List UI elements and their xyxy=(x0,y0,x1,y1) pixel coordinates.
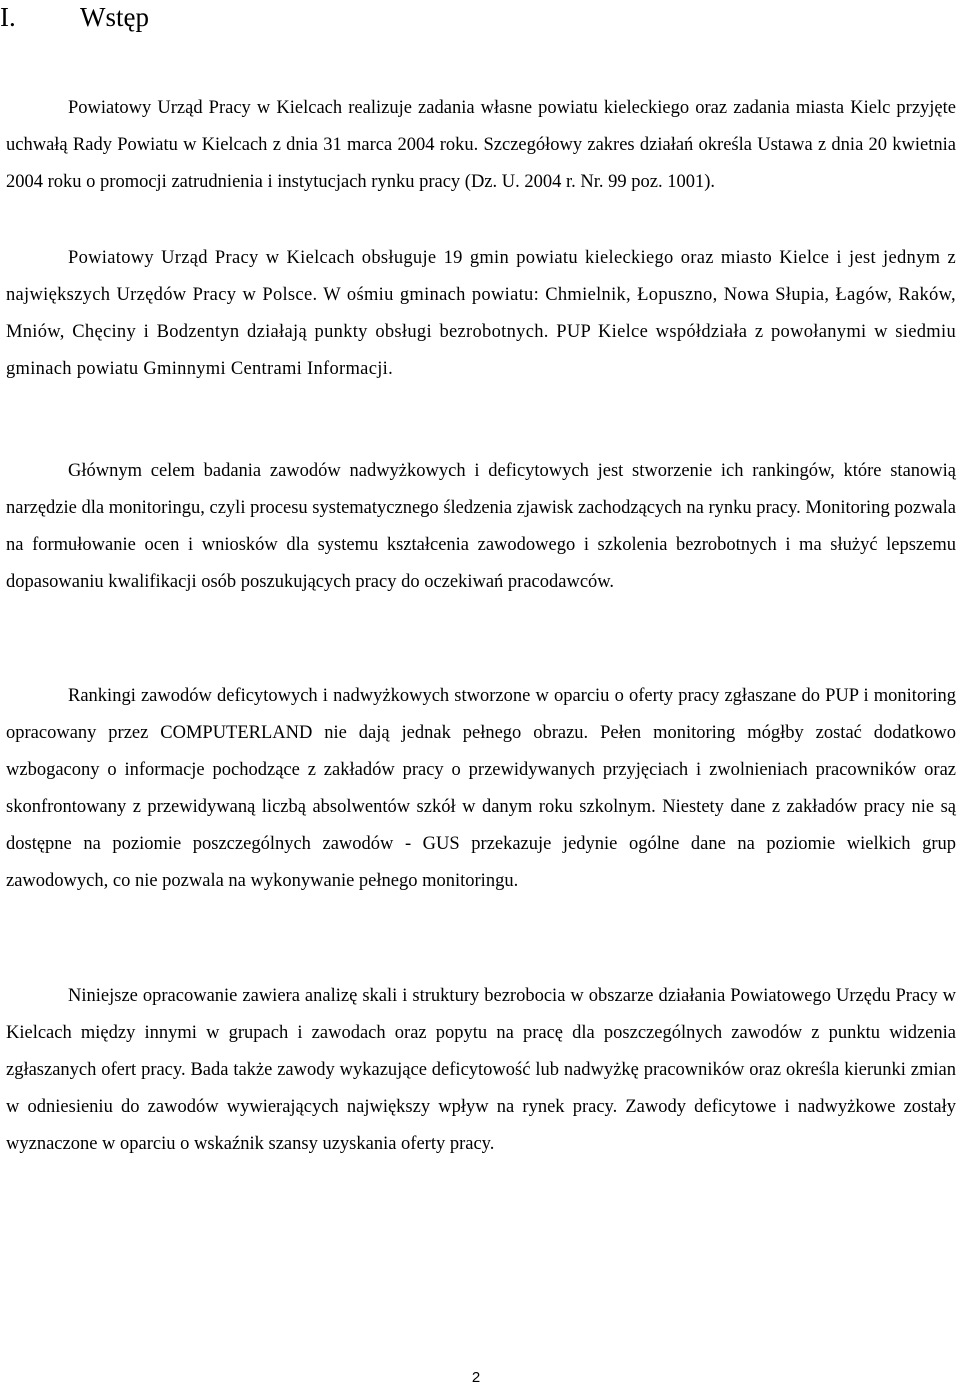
section-title: Wstęp xyxy=(80,2,149,32)
section-heading xyxy=(0,0,149,34)
paragraph-2: Powiatowy Urząd Pracy w Kielcach obsługuje 19 gmin powiatu kieleckiego oraz miasto Kielce i jest jednym z największych Urzędów Pracy w Polsce. W ośmiu gminach powiatu: Chmielnik, Łopuszno, Nowa Słupia, Łagów, Raków, Mniów, Chęciny i Bodzentyn działają punkty obsługi bezrobotnych. PUP Kielce współdziała z powołanymi w siedmiu gminach powiatu Gminnymi Centrami Informacji. xyxy=(6,248,956,379)
paragraph-1: Powiatowy Urząd Pracy w Kielcach realizuje zadania własne powiatu kieleckiego oraz zadania miasta Kielc przyjęte uchwałą Rady Powiatu w Kielcach z dnia 31 marca 2004 roku. Szczegółowy zakres działań określa Ustawa z dnia 20 kwietnia 2004 roku o promocji zatrudnienia i instytucjach rynku pracy (Dz. U. 2004 r. Nr. 99 poz. 1001). xyxy=(6,98,956,192)
paragraph-5: Niniejsze opracowanie zawiera analizę skali i struktury bezrobocia w obszarze działania Powiatowego Urzędu Pracy w Kielcach między innymi w grupach i zawodach oraz popytu na pracę dla poszczególnych zawodów z punktu widzenia zgłaszanych ofert pracy. Bada także zawody wykazujące deficytowość lub nadwyżkę pracowników oraz określa kierunki zmian w odniesieniu do zawodów wywierających największy wpływ na rynek pracy. Zawody deficytowe i nadwyżkowe zostały wyznaczone w oparciu o wskaźnik szansy uzyskania oferty pracy. xyxy=(6,986,956,1154)
paragraph-4: Rankingi zawodów deficytowych i nadwyżkowych stworzone w oparciu o oferty pracy zgłaszane do PUP i monitoring opracowany przez COMPUTERLAND nie dają jednak pełnego obrazu. Pełen monitoring mógłby zostać dodatkowo wzbogacony o informacje pochodzące z zakładów pracy o przewidywanych przyjęciach i zwolnieniach pracowników oraz skonfrontowany z przewidywaną liczbą absolwentów szkół w danym roku szkolnym. Niestety dane z zakładów pracy nie są dostępne na poziomie poszczególnych zawodów - GUS przekazuje jedynie ogólne dane na poziomie wielkich grup zawodowych, co nie pozwala na wykonywanie pełnego monitoringu. xyxy=(6,686,956,891)
paragraph-3: Głównym celem badania zawodów nadwyżkowych i deficytowych jest stworzenie ich rankingów, które stanowią narzędzie dla monitoringu, czyli procesu systematycznego śledzenia zjawisk zachodzących na rynku pracy. Monitoring pozwala na formułowanie ocen i wniosków dla systemu kształcenia zawodowego i szkolenia bezrobotnych i ma służyć lepszemu dopasowaniu kwalifikacji osób poszukujących pracy do oczekiwań pracodawców. xyxy=(6,461,956,592)
section-number: I. xyxy=(0,2,16,32)
page-number: 2 xyxy=(471,1369,481,1386)
